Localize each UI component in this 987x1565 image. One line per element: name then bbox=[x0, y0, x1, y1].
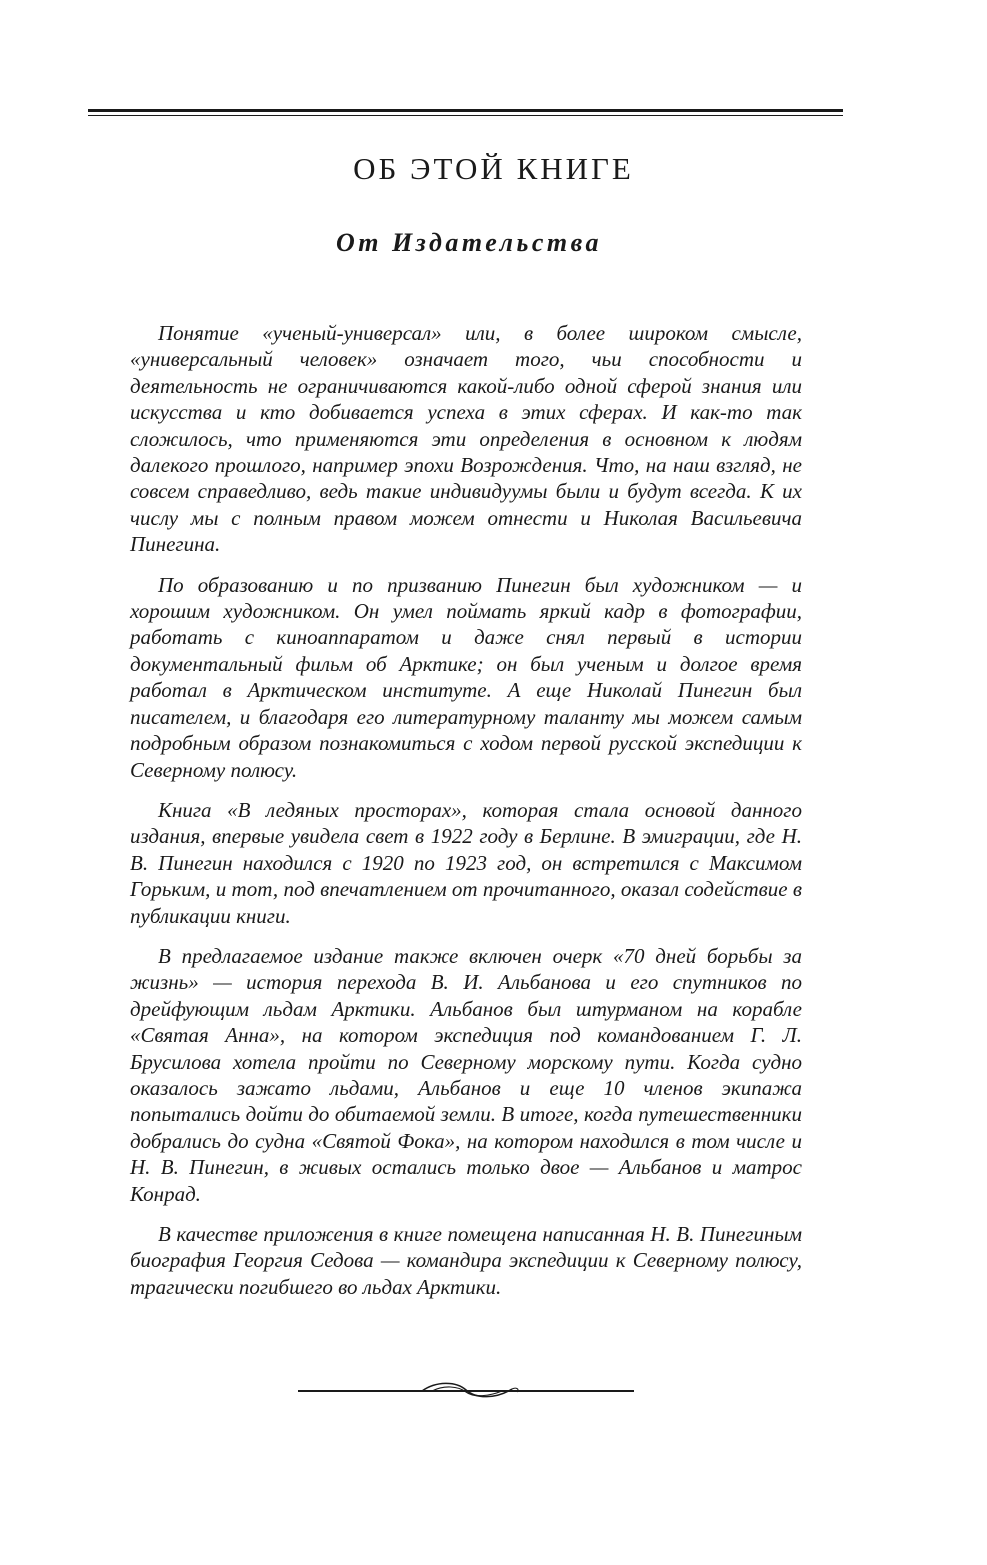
paragraph-1: Понятие «ученый-универсал» или, в более широком смысле, «универсальный человек» означает того, чьи способности и деятельность не ограничиваются какой-либо одной сферой знания или искусства и кто добивается успеха в этих сферах. И как-то так сложилось, что применяются эти определения в основном к людям далекого прошлого, например эпохи Возрождения. Что, на наш взгляд, не совсем справедливо, ведь такие индивидуумы были и будут всегда. К их числу мы с полным правом можем отнести и Николая Васильевича Пинегина. bbox=[130, 321, 802, 557]
top-rule-thick-line bbox=[88, 109, 843, 112]
page-subtitle: От Издательства bbox=[335, 228, 603, 257]
paragraph-4: В предлагаемое издание также включен очерк «70 дней борьбы за жизнь» — история перехода В. И. Альбанова и его спутников по дрейфующим льдам Арктики. Альбанов был штурманом на корабле «Святая Анна», на котором экспедиция под командованием Г. Л. Брусилова хотела пройти по Северному морскому пути. Когда судно оказалось зажато льдами, Альбанов и еще 10 членов экипажа попытались дойти до обитаемой земли. В итоге, когда путешественники добрались до судна «Святой Фока», на котором находился в том числе и Н. В. Пинегин, в живых остались только двое — Альбанов и матрос Конрад. bbox=[130, 943, 802, 1206]
ornament-divider-icon bbox=[298, 1378, 634, 1402]
top-rule-thin-line bbox=[88, 115, 843, 116]
top-double-rule bbox=[88, 109, 843, 119]
page-title: ОБ ЭТОЙ КНИГЕ bbox=[353, 151, 634, 186]
paragraph-2: По образованию и по призванию Пинегин был художником — и хорошим художником. Он умел поймать яркий кадр в фотографии, работать с киноаппаратом и даже снял первый в истории документальный фильм об Арктике; он был ученым и долгое время работал в Арктическом институте. А еще Николай Пинегин был писателем, и благодаря его литературному таланту мы можем самым подробным образом познакомиться с ходом первой русской экспедиции к Северному полюсу. bbox=[130, 572, 802, 782]
body-text bbox=[130, 320, 802, 1314]
paragraph-3: Книга «В ледяных просторах», которая стала основой данного издания, впервые увидела свет в 1922 году в Берлине. В эмиграции, где Н. В. Пинегин находился с 1920 по 1923 год, он встретился с Максимом Горьким, и тот, под впечатлением от прочитанного, оказал содействие в публикации книги. bbox=[130, 797, 802, 928]
paragraph-5: В качестве приложения в книге помещена написанная Н. В. Пинегиным биография Георгия Седова — командира экспедиции к Северному полюсу, трагически погибшего во льдах Арктики. bbox=[130, 1222, 802, 1299]
